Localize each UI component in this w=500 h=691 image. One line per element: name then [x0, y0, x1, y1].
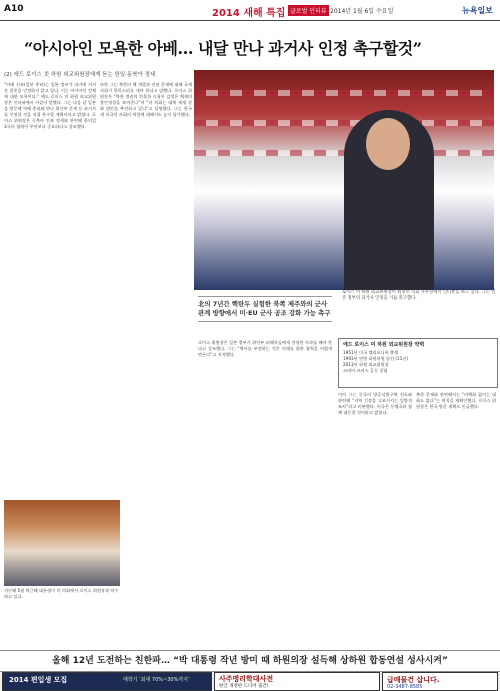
- profile-box-title: 에드 로이스 미 하원 외교위원장 약력: [343, 342, 425, 348]
- profile-box: [338, 338, 498, 388]
- ad-university-sub: 매학기 ‘최대 70%~30%까지’: [123, 677, 190, 683]
- handshake-photo-caption: 지난해 5월 박근혜 대통령이 미 의회에서 로이스 위원장과 악수하고 있다.: [4, 588, 119, 599]
- article-column-3: 로이스 위원장은 일본 정부가 위안부 피해자들에게 진정한 사과를 해야 한다고 강조했다. 그는 “역사를 부정하는 것은 미래를 위한 협력을 어렵게 만든다”고 지적했다.: [198, 340, 332, 357]
- article-byline: (2) 에드 로이스 美 하원 외교위원장에게 듣는 한일·동북아 정세: [4, 72, 156, 78]
- page-number: A10: [4, 4, 24, 14]
- ad-realestate-phone: 02-3487-8585: [387, 684, 423, 690]
- profile-item: 1951년 미국 캘리포니아 출생: [343, 350, 399, 355]
- article-banner: 올해 12년 도전하는 친한파… “박 대통령 작년 방미 때 하원의장 설득해 상하원 합동연설 성사시켜”: [0, 650, 500, 672]
- profile-item: 2013년 하원 외교위원장: [343, 362, 389, 367]
- photo-caption: 로이스 미 하원 외교위원장이 워싱턴 의회 사무실에서 인터뷰를 하고 있다. 그는 일본 정부의 과거사 인정을 거듭 촉구했다.: [342, 290, 496, 301]
- article-column-5: 북한 문제와 관련해서는 “비핵화 없이는 대화도 없다”는 원칙을 재확인했다. 로이스 위원장은 한국 방문 계획도 언급했다.: [416, 392, 496, 409]
- issue-date: 2014년 1월 6일 수요일: [330, 8, 394, 15]
- ad-university[interactable]: [2, 672, 212, 691]
- section-tag: 글로벌 인터뷰: [288, 5, 329, 16]
- article-column-1: “아베 신조(일본 총리)는 일본 정부가 과거에 저지른 잘못을 인정하지 않고 있다. 이는 아시아인 전체에 대한 모욕이다.” 에드 로이스 미 하원 외교위원장은 인터뷰에서 이같이 말했다. 그는 다음 달 일본을 방문해 아베 총리와 만나 위안부 문제 등 과거사를 인정할 것을 직접 촉구할 계획이라고 밝혔다. 로이스 위원장은 동북아 안보 정세와 관련해 한미일 3국의 협력이 무엇보다 중요하다고 강조했다.: [4, 82, 96, 129]
- ad-university-title: 2014 편입생 모집: [9, 676, 68, 684]
- interview-photo: [194, 70, 494, 290]
- ad-book-sub: 한글 개정판 드디어 출간!: [219, 684, 269, 689]
- ad-realestate[interactable]: [382, 672, 498, 691]
- newspaper-name: 뉴욕일보: [462, 6, 493, 15]
- ad-realestate-title: 급매물건 삽니다.: [387, 676, 440, 684]
- section-title: 2014 새해 특집: [212, 8, 286, 19]
- article-column-4: 이어 그는 중국의 방공식별구역 선포와 관련해 “지역 긴장을 고조시키는 일방적 조치”라고 비판했다. 미국은 동맹국과 함께 대응할 것이라고 밝혔다.: [338, 392, 412, 415]
- pull-quote-text: 北의 7년간 핵탄두 실험한 북쪽 제주와의 군사 관계 방향에서 미·EU 군사 공조 강화 가능 촉구: [198, 300, 331, 317]
- article-headline: “아시아인 모욕한 아베… 내달 만나 과거사 인정 촉구할것”: [24, 39, 422, 58]
- ad-book[interactable]: [214, 672, 380, 691]
- article-column-2: 또한 그는 북한의 핵 개발과 인권 문제에 대해 국제사회가 한목소리를 내야 한다고 말했다. 로이스 위원장은 “북한 정권의 잔혹한 숙청은 김정은 체제의 불안정성을 보여준다”며 “미 의회는 대북 제재 강화 법안을 추진하고 있다”고 설명했다. 그는 한국계 미국인 사회의 역할에 대해서도 높이 평가했다.: [100, 82, 192, 117]
- page-header: [0, 0, 500, 21]
- pull-quote: [198, 296, 332, 322]
- profile-item: 코리아 코커스 공동 창립: [343, 368, 388, 373]
- handshake-photo: [4, 500, 120, 586]
- ad-book-title: 사주명리학대사전: [219, 675, 274, 683]
- profile-item: 1993년 연방 하원의원 당선 (11선): [343, 356, 409, 361]
- advertisement-strip: [0, 672, 500, 691]
